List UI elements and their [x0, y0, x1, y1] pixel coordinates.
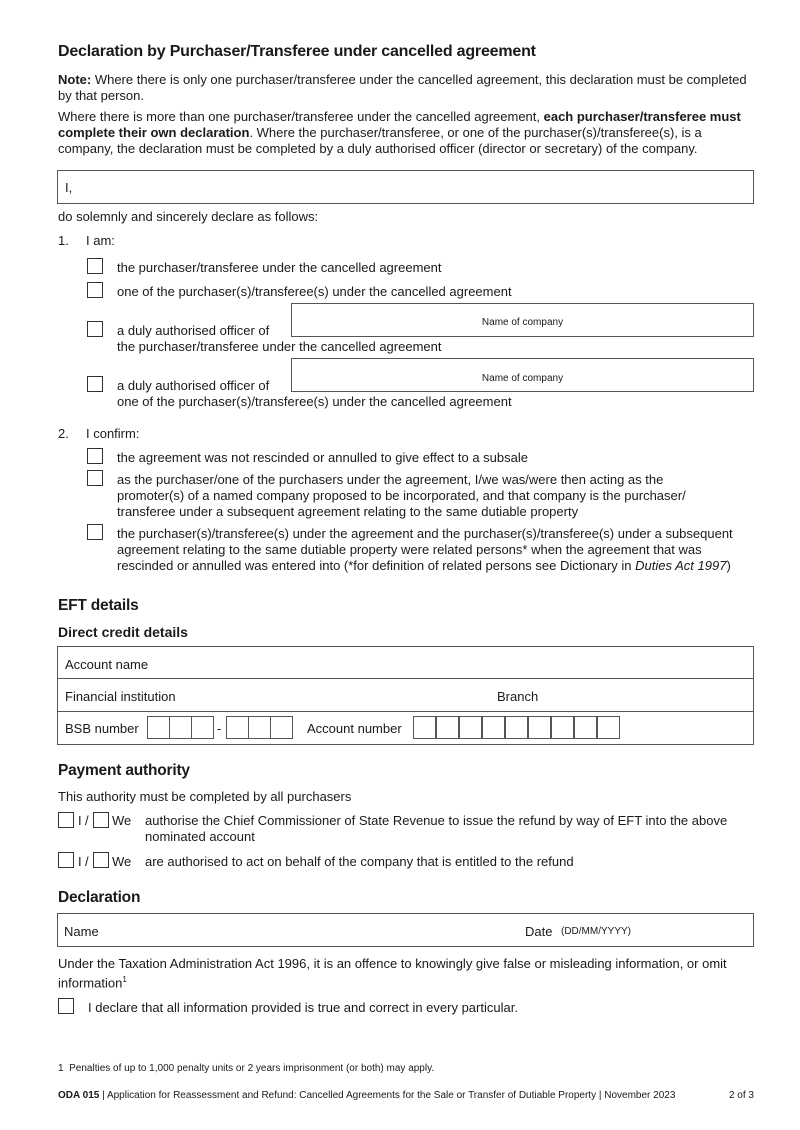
- item1-option1-checkbox[interactable]: [87, 258, 103, 274]
- direct-credit-subheading: Direct credit details: [58, 624, 188, 640]
- item2-label: I confirm:: [86, 426, 140, 441]
- section-title: Declaration by Purchaser/Transferee under cancelled agreement: [58, 43, 536, 60]
- account-digit-box[interactable]: [413, 716, 436, 739]
- eft-details-heading: EFT details: [58, 597, 139, 614]
- item1-officer2-checkbox[interactable]: [87, 376, 103, 392]
- footnote-text: Penalties of up to 1,000 penalty units or 2 years imprisonment (or both) may apply.: [69, 1063, 435, 1074]
- account-digit-box[interactable]: [459, 716, 482, 739]
- bsb-digit-box[interactable]: [248, 716, 271, 739]
- item2-option2-label: as the purchaser/one of the purchasers under the agreement, I/we was/were then acting as the promoter(s) of a named company proposed to be incorporated, and that company is the purchaser/ transferee under a subsequent agreement relating to the same dutiable property: [117, 472, 686, 519]
- declaration-date-format: (DD/MM/YYYY): [561, 926, 631, 937]
- form-code: ODA 015: [58, 1090, 100, 1101]
- page-footer: [58, 1090, 675, 1101]
- payment-authority-intro: This authority must be completed by all purchasers: [58, 789, 352, 804]
- item2-option1-label: the agreement was not rescinded or annulled to give effect to a subsale: [117, 450, 528, 465]
- item1-officer2-line1: a duly authorised officer of: [117, 378, 270, 393]
- solemn-declaration-text: do solemnly and sincerely declare as follows:: [58, 209, 319, 224]
- company-name-field-1-label: Name of company: [481, 317, 564, 328]
- branch-label: Branch: [497, 689, 539, 704]
- eft-row-divider-2: [57, 711, 754, 712]
- offence-footnote-marker: 1: [122, 975, 127, 984]
- authority1-statement: authorise the Chief Commissioner of State Revenue to issue the refund by way of EFT into the above nominated account: [145, 813, 728, 844]
- declaration-date-label: Date: [525, 924, 553, 939]
- item2-option1-checkbox[interactable]: [87, 448, 103, 464]
- authority1-we-checkbox[interactable]: [93, 812, 109, 828]
- item2-option3-checkbox[interactable]: [87, 524, 103, 540]
- bsb-digit-box[interactable]: [191, 716, 214, 739]
- account-digit-box[interactable]: [528, 716, 551, 739]
- item1-officer1-checkbox[interactable]: [87, 321, 103, 337]
- declaration-name-label: Name: [64, 924, 99, 939]
- footer-separator: |: [99, 1090, 107, 1101]
- financial-institution-field[interactable]: [58, 679, 753, 711]
- item1-officer1-line1: a duly authorised officer of: [117, 323, 270, 338]
- company-name-field-2-label: Name of company: [481, 373, 564, 384]
- bsb-label: BSB number: [65, 721, 139, 736]
- item1-option2-checkbox[interactable]: [87, 282, 103, 298]
- bsb-digit-box[interactable]: [147, 716, 170, 739]
- authority1-i-label: I: [78, 813, 82, 828]
- account-digit-box[interactable]: [482, 716, 505, 739]
- company-name-field-2[interactable]: [291, 358, 754, 392]
- offence-warning: [58, 956, 758, 991]
- authority2-statement: are authorised to act on behalf of the company that is entitled to the refund: [145, 854, 574, 869]
- form-description: Application for Reassessment and Refund: Cancelled Agreements for the Sale or Transfer of Dutiable Property | November 2023: [106, 1090, 676, 1101]
- payment-authority-heading: Payment authority: [58, 762, 190, 779]
- declarant-name-field[interactable]: [57, 170, 754, 204]
- para2-text-a: Where there is more than one purchaser/transferee under the cancelled agreement,: [58, 109, 544, 124]
- footnote-number: 1: [58, 1063, 64, 1074]
- multiple-purchasers-paragraph: [58, 109, 758, 157]
- item1-officer1-line2: the purchaser/transferee under the cancelled agreement: [117, 339, 442, 354]
- duties-act-reference: Duties Act 1997: [635, 558, 727, 573]
- footnote: [58, 1063, 434, 1074]
- account-number-label: Account number: [307, 721, 402, 736]
- para2-text-b: . Where the purchaser/transferee, or one of the purchaser(s)/transferee(s), is a company, the declaration must be completed by a duly authorised officer (director or secretary) of the company.: [58, 125, 702, 156]
- account-name-field[interactable]: [58, 647, 753, 678]
- authority1-we-label: We: [112, 813, 132, 828]
- authority1-slash: /: [85, 813, 89, 828]
- page-number: 2 of 3: [728, 1090, 754, 1101]
- item1-option2-label: one of the purchaser(s)/transferee(s) under the cancelled agreement: [117, 284, 512, 299]
- bsb-digit-box[interactable]: [270, 716, 293, 739]
- item2-option3-label: [117, 526, 757, 574]
- account-digit-box[interactable]: [597, 716, 620, 739]
- account-digit-box[interactable]: [551, 716, 574, 739]
- note-paragraph: [58, 72, 758, 104]
- item2-option3-text-a: the purchaser(s)/transferee(s) under the agreement and the purchaser(s)/transferee(s) under a subsequent agreement relating to the same dutiable property were related persons* when the agreement that was rescinded or annulled was entered into (*for definition of related persons see Dictionary in: [117, 526, 733, 573]
- item2-option3-text-b: ): [726, 558, 731, 573]
- declare-true-checkbox[interactable]: [58, 998, 74, 1014]
- item1-number: 1.: [58, 233, 69, 248]
- item1-option1-label: the purchaser/transferee under the cancelled agreement: [117, 260, 442, 275]
- bsb-separator: -: [217, 721, 222, 736]
- item1-officer2-line2: one of the purchaser(s)/transferee(s) under the cancelled agreement: [117, 394, 512, 409]
- authority2-i-label: I: [78, 854, 82, 869]
- item1-label: I am:: [86, 233, 115, 248]
- authority1-i-checkbox[interactable]: [58, 812, 74, 828]
- financial-institution-label: Financial institution: [65, 689, 176, 704]
- declarant-name-prefix: I,: [65, 180, 73, 195]
- item2-number: 2.: [58, 426, 69, 441]
- declaration-heading: Declaration: [58, 889, 141, 906]
- authority2-we-checkbox[interactable]: [93, 852, 109, 868]
- item2-option2-checkbox[interactable]: [87, 470, 103, 486]
- offence-warning-text: Under the Taxation Administration Act 1996, it is an offence to knowingly give false or misleading information, or omit information: [58, 956, 727, 991]
- declaration-name-date-field[interactable]: [57, 913, 754, 947]
- declare-true-label: I declare that all information provided is true and correct in every particular.: [88, 1000, 518, 1015]
- bsb-digit-box[interactable]: [169, 716, 192, 739]
- account-digit-box[interactable]: [505, 716, 528, 739]
- note-label: Note:: [58, 72, 92, 87]
- account-digit-box[interactable]: [436, 716, 459, 739]
- para2-bold: each purchaser/transferee must complete their own declaration: [58, 109, 741, 140]
- authority2-slash: /: [85, 854, 89, 869]
- authority2-we-label: We: [112, 854, 132, 869]
- note-text: Where there is only one purchaser/transferee under the cancelled agreement, this declaration must be completed by that person.: [58, 72, 747, 103]
- company-name-field-1[interactable]: [291, 303, 754, 337]
- account-name-label: Account name: [65, 657, 149, 672]
- account-digit-box[interactable]: [574, 716, 597, 739]
- bsb-digit-box[interactable]: [226, 716, 249, 739]
- authority2-i-checkbox[interactable]: [58, 852, 74, 868]
